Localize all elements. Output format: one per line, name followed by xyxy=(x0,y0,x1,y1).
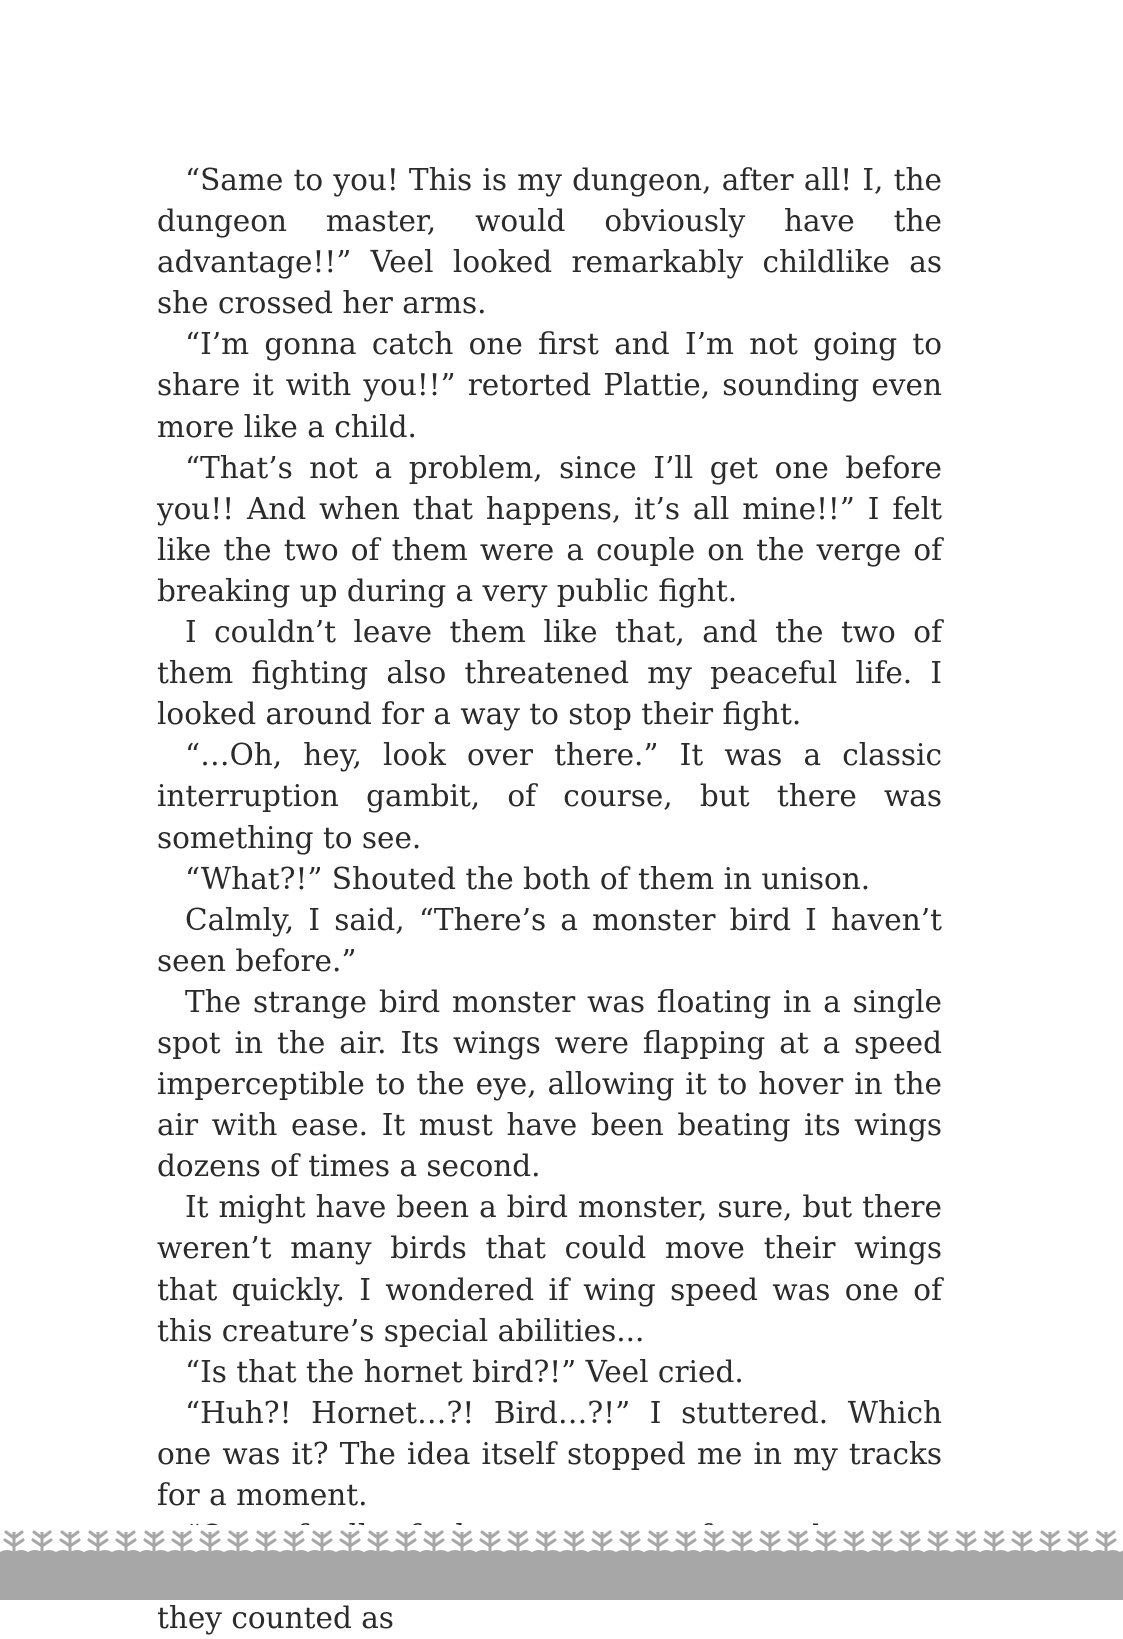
paragraph-2: “I’m gonna catch one first and I’m not going to share it with you!!” retorted Plattie, sounding even more like a child. xyxy=(157,327,942,444)
paragraph-8: The strange bird monster was floating in a single spot in the air. Its wings were flapping at a speed imperceptible to the eye, allowing it to hover in the air with ease. It must have been beating its wings dozens of times a second. xyxy=(157,984,942,1184)
footer-bar xyxy=(0,1552,1123,1600)
paragraph-3: “That’s not a problem, since I’ll get one before you!! And when that happens, it’s all mine!!” I felt like the two of them were a couple on the verge of breaking up during a very public fight. xyxy=(157,450,942,608)
sprout-pattern-icon xyxy=(0,1526,1123,1556)
paragraph-9: It might have been a bird monster, sure, but there weren’t many birds that could move their wings that quickly. I wondered if wing speed was one of this creature’s special abilities... xyxy=(157,1190,942,1348)
paragraph-5: “…Oh, hey, look over there.” It was a classic interruption gambit, of course, but there was something to see. xyxy=(157,738,942,855)
paragraph-6: “What?!” Shouted the both of them in unison. xyxy=(185,861,871,896)
body-text xyxy=(157,160,942,1639)
paragraph-4: I couldn’t leave them like that, and the two of them fighting also threatened my peaceful life. I looked around for a way to stop their fight. xyxy=(157,615,942,732)
paragraph-7: Calmly, I said, “There’s a monster bird I haven’t seen before.” xyxy=(157,902,942,978)
paragraph-11: “Huh?! Hornet…?! Bird…?!” I stuttered. Which one was it? The idea itself stopped me in my tracks for a moment. xyxy=(157,1395,942,1512)
paragraph-12: they counted as xyxy=(157,1601,394,1636)
paragraph-10: “Is that the hornet bird?!” Veel cried. xyxy=(185,1354,744,1389)
paragraph-1: “Same to you! This is my dungeon, after all! I, the dungeon master, would obviously have the advantage!!” Veel looked remarkably childlike as she crossed her arms. xyxy=(157,163,942,321)
